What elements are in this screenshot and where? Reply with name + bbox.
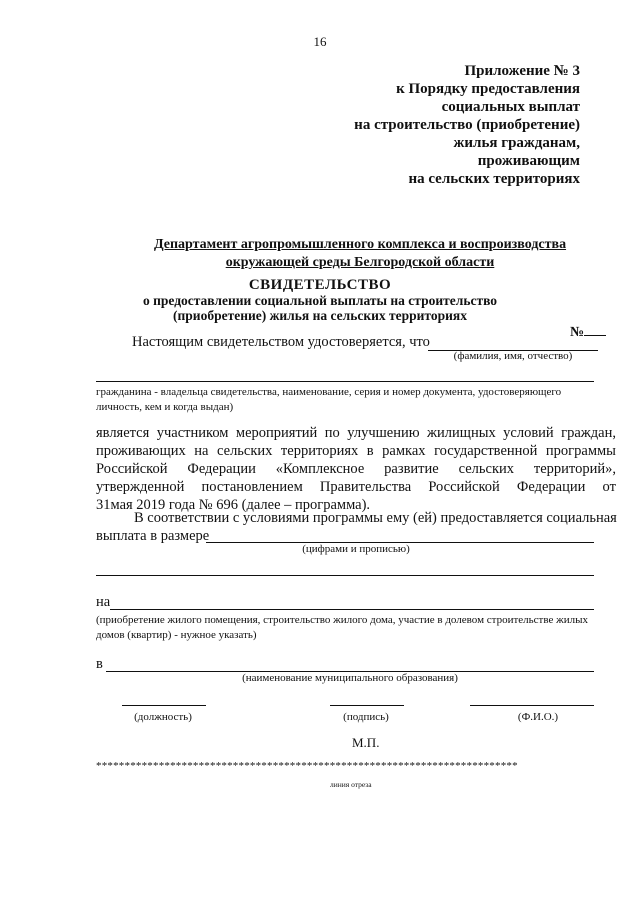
department-name	[80, 236, 640, 272]
appendix-line: к Порядку предоставления	[396, 81, 580, 97]
appendix-line: на строительство (приобретение)	[354, 117, 580, 133]
certificate-number-blank[interactable]	[584, 323, 606, 336]
purpose-hint-line-1: (приобретение жилого помещения, строительство жилого дома, участие в долевом строительстве жилых	[96, 614, 588, 626]
word: в	[366, 443, 374, 459]
paragraph-row	[96, 478, 616, 496]
certificate-number-label: №	[570, 325, 585, 340]
stamp-place: М.П.	[352, 735, 380, 750]
paragraph-row	[96, 442, 616, 460]
word: утвержденной	[96, 479, 185, 495]
signature-hint: (подпись)	[343, 711, 389, 723]
appendix-line: на сельских территориях	[408, 171, 580, 187]
word: Правительства	[319, 479, 412, 495]
word: государственной	[434, 443, 538, 459]
holder-hint-line-2: личность, кем и когда выдан)	[96, 401, 234, 413]
word: на	[194, 443, 209, 459]
appendix-header	[280, 62, 580, 188]
participant-paragraph	[96, 424, 616, 514]
department-line-2: окружающей среды Белгородской области	[225, 255, 495, 270]
paragraph-row	[96, 424, 616, 442]
cut-line-label: линия отреза	[330, 780, 372, 789]
certify-text: Настоящим свидетельством удостоверяется, что	[132, 334, 430, 350]
appendix-line: социальных выплат	[441, 99, 580, 115]
word: 31мая 2019 года № 696 (далее – программа).	[96, 497, 371, 513]
position-hint: (должность)	[134, 711, 192, 723]
word: рамках	[382, 443, 426, 459]
word: «Комплексное	[275, 461, 365, 477]
word: Российской	[428, 479, 500, 495]
word: территорий»,	[533, 461, 616, 477]
position-blank-line[interactable]	[122, 705, 206, 706]
page-number: 16	[313, 34, 327, 49]
signature-blank-line[interactable]	[330, 705, 404, 706]
fio-hint: (фамилия, имя, отчество)	[453, 350, 573, 362]
word: развитие	[384, 461, 439, 477]
conditions-line-2: выплата в размере	[96, 528, 210, 544]
paragraph-row	[96, 460, 616, 478]
certificate-number	[570, 323, 606, 341]
word: является	[96, 425, 150, 441]
holder-blank-line[interactable]	[96, 381, 594, 382]
name-blank-line[interactable]	[470, 705, 594, 706]
word: участником	[156, 425, 229, 441]
word: Российской	[96, 461, 168, 477]
purpose-hint-line-2: домов (квартир) - нужное указать)	[96, 629, 257, 641]
word: граждан,	[561, 425, 616, 441]
word: территориях	[280, 443, 359, 459]
department-line-1: Департамент агропромышленного комплекса и воспроизводства	[153, 237, 567, 252]
certificate-subtitle-line-1: о предоставлении социальной выплаты на строительство	[142, 293, 498, 308]
word: Федерации	[516, 479, 586, 495]
amount-extra-line[interactable]	[96, 575, 594, 576]
certificate-subtitle-line-2: (приобретение) жилья на сельских территориях	[173, 308, 467, 323]
appendix-line: проживающим	[477, 153, 580, 169]
word: сельских	[458, 461, 514, 477]
word: от	[602, 479, 616, 495]
word: проживающих	[96, 443, 186, 459]
word: мероприятий	[235, 425, 318, 441]
amount-hint: (цифрами и прописью)	[302, 543, 410, 555]
certificate-title: СВИДЕТЕЛЬСТВО	[248, 277, 392, 293]
word: программы	[545, 443, 616, 459]
word: улучшению	[347, 425, 420, 441]
word: Федерации	[187, 461, 256, 477]
word: по	[324, 425, 340, 441]
word: жилищных	[427, 425, 496, 441]
appendix-line: жилья гражданам,	[453, 135, 580, 151]
word: постановлением	[201, 479, 303, 495]
in-label: в	[96, 656, 103, 672]
word: условий	[503, 425, 554, 441]
cut-stars: **************************************************************************	[96, 760, 518, 772]
on-label: на	[96, 594, 111, 610]
purpose-blank-line[interactable]	[110, 609, 594, 610]
municipality-hint: (наименование муниципального образования)	[242, 672, 458, 684]
appendix-line: Приложение № 3	[464, 63, 580, 79]
word: сельских	[217, 443, 273, 459]
holder-hint-line-1: гражданина - владельца свидетельства, наименование, серия и номер документа, удостоверяющего	[96, 386, 562, 398]
conditions-line-1: В соответствии с условиями программы ему (ей) предоставляется социальная	[134, 510, 617, 526]
certificate-subtitle	[40, 293, 600, 323]
name-hint: (Ф.И.О.)	[517, 711, 559, 723]
